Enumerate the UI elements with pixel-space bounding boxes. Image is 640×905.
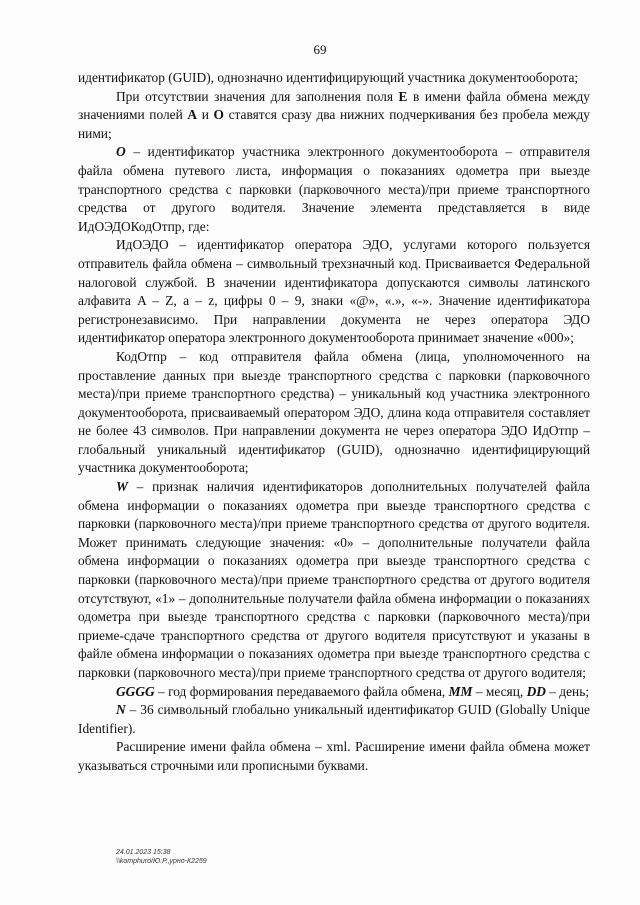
- footer-path: \\komphuro/Ю.Р.,урно-К2259: [116, 858, 207, 865]
- footer-timestamp: 24.01.2023 15:38: [116, 849, 171, 856]
- text-run: – 36 символьный глобально уникальный идентификатор GUID (Globally Unique Identifier).: [78, 702, 590, 736]
- text-run: – признак наличия идентификаторов дополнительных получателей файла обмена информации о показаниях одометра при выезде транспортного средства с парковки (парковочного места)/при приеме транспортного средства от другого водителя. Может принимать следующие значения: «0» – дополнительные получатели файла обмена информации о показаниях одометра при выезде транспортного средства с парковки (парковочного места)/при приеме транспортного средства от другого водителя отсутствуют, «1» – дополнительные получатели файла обмена информации о показаниях одометра при выезде транспортного средства с парковки (парковочного места)/при приеме-сдаче транспортного средства от другого водителя присутствуют и указаны в файле обмена информации о показаниях одометра при выезде транспортного средства с парковки (парковочного места)/при приеме транспортного средства от другого водителя;: [78, 479, 590, 680]
- field-code: MM: [448, 683, 473, 699]
- field-name: O: [213, 107, 224, 123]
- paragraph-p1: [78, 88, 590, 144]
- text-run: в имени файла обмена между значениями полей: [78, 88, 590, 123]
- field-code: O: [116, 144, 126, 160]
- text-run: – год формирования передаваемого файла обмена,: [154, 683, 449, 699]
- text-run: – месяц,: [472, 683, 527, 699]
- paragraph-p3: [78, 236, 590, 348]
- field-code: N: [116, 702, 126, 718]
- page-number: 69: [313, 42, 327, 57]
- paragraph-p0: [78, 69, 590, 88]
- field-code: GGGG: [116, 683, 155, 699]
- text-run: ИдОЭДО – идентификатор оператора ЭДО, услугами которого пользуется отправитель файла обмена – символьный трехзначный код. Присваивается Федеральной налоговой службой. В значении идентификатора допускаются символы латинского алфавита A – Z, a – z, цифры 0 – 9, знаки «@», «.», «-». Значение идентификатора регистронезависимо. При направлении документа не через оператора ЭДО идентификатор оператора электронного документооборота принимает значение «000»;: [78, 237, 590, 346]
- field-name: A: [187, 107, 198, 123]
- paragraph-p7: [78, 701, 590, 738]
- text-run: КодОтпр – код отправителя файла обмена (лица, уполномоченного на проставление данных при выезде транспортного средства с парковки (парковочного места)/при приеме транспортного средства) – уникальный код участника электронного документооборота, присваиваемый оператором ЭДО, длина кода отправителя составляет не более 43 символов. При направлении документа не через оператора ЭДО ИдОтпр – глобальный уникальный идентификатор (GUID), однозначно идентифицирующий участника документооборота;: [78, 348, 590, 476]
- text-run: При отсутствии значения для заполнения поля: [116, 88, 399, 104]
- field-name: E: [398, 88, 408, 104]
- text-run: идентификатор (GUID), однозначно идентифицирующий участника документооборота;: [78, 70, 579, 85]
- text-run: – идентификатор участника электронного документооборота – отправителя файла обмена путевого листа, информация о показаниях одометра при выезде транспортного средства с парковки (парковочного места)/при приеме транспортного средства от другого водителя. Значение элемента представляется в виде ИдОЭДОКодОтпр, где:: [78, 144, 590, 234]
- field-code: DD: [526, 683, 546, 699]
- paragraph-p2: [78, 143, 590, 236]
- document-body: [78, 69, 590, 776]
- text-run: ставятся сразу два нижних подчеркивания без пробела между ними;: [78, 107, 591, 141]
- text-run: – день;: [545, 683, 590, 699]
- paragraph-p6: [78, 683, 590, 702]
- field-code: W: [116, 479, 128, 495]
- footer-stamp: [116, 848, 207, 866]
- text-run: и: [197, 107, 214, 123]
- paragraph-p8: [78, 738, 590, 775]
- text-run: Расширение имени файла обмена – xml. Расширение имени файла обмена может указываться строчными или прописными буквами.: [78, 739, 590, 773]
- paragraph-p5: [78, 478, 590, 683]
- paragraph-p4: [78, 348, 590, 478]
